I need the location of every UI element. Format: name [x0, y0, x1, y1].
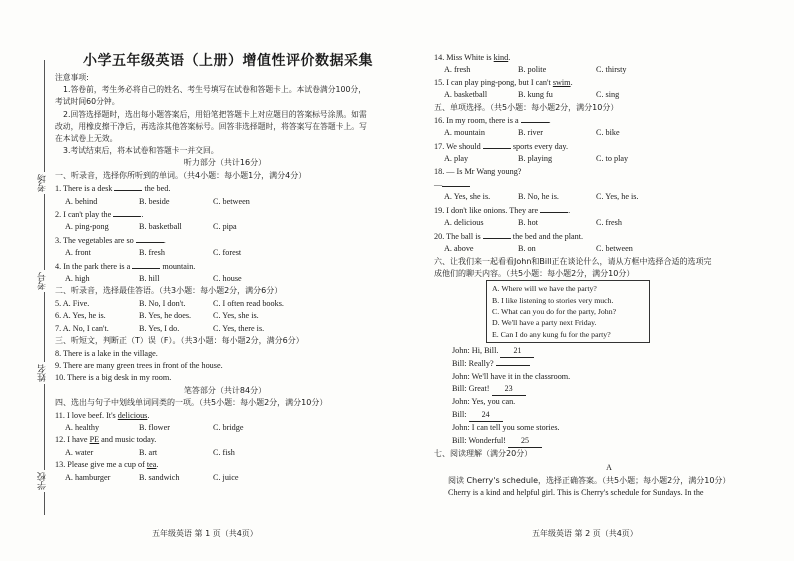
q2-option-b[interactable]: B. basketball — [139, 222, 182, 232]
q19-option-c[interactable]: C. fresh — [596, 218, 622, 228]
section-6-heading-cont: 成他们的聊天内容。（共5小题：每小题2分，满分10分） — [434, 268, 635, 278]
section-7-heading: 七、阅读理解（满分20分） — [434, 449, 533, 459]
q17-text: 17. We should — [434, 141, 483, 151]
q7-option-c[interactable]: C. Yes, there is. — [213, 323, 265, 333]
question-18-reply — [434, 178, 784, 191]
page-footer: 五年级英语 第 2 页（共4页） — [532, 529, 638, 538]
dialogue-line: John: I can tell you some stories. — [452, 423, 560, 433]
dialogue-line — [452, 345, 784, 358]
q16-option-a[interactable]: A. mountain — [444, 128, 485, 138]
q13-underlined-word: tea — [146, 460, 157, 470]
margin-label-exam-room: 考场 — [38, 174, 48, 192]
q20-after: the bed and the plant. — [510, 231, 584, 241]
dialogue-text: Bill: — [452, 409, 469, 419]
q2-text: 2. I can't play the — [55, 210, 114, 220]
answer-blank[interactable] — [113, 208, 144, 220]
q1-options — [55, 196, 395, 208]
q18-option-b[interactable]: B. No, he is. — [518, 192, 559, 202]
q1-after: the bed. — [142, 184, 171, 194]
question-14 — [434, 52, 784, 64]
section-2-heading: 二、听录音，选择最佳答语。（共3小题：每小题2分，满分6分） — [55, 286, 283, 296]
q6-option-b[interactable]: B. Yes, he does. — [139, 311, 192, 321]
q11-option-a[interactable]: A. healthy — [65, 422, 100, 432]
question-3 — [55, 234, 395, 247]
q5-options — [55, 298, 395, 310]
answer-slot-21[interactable]: 21 — [500, 345, 534, 358]
reading-a-instruction: 阅读 Cherry's schedule，选择正确答案。（共5小题；每小题2分，满分10分） — [448, 475, 731, 485]
question-16 — [434, 114, 784, 127]
dialogue — [434, 345, 784, 448]
q15-underlined-word: swim — [552, 77, 571, 87]
q5-option-a[interactable]: 5. A. Five. — [55, 298, 90, 308]
q14-options — [434, 64, 784, 76]
written-header: 笔答部分（共计84分） — [183, 385, 267, 395]
q18-option-c[interactable]: C. Yes, he is. — [596, 192, 639, 202]
q3-option-b[interactable]: B. fresh — [139, 248, 165, 258]
q3-option-c[interactable]: C. forest — [213, 248, 242, 258]
q20-option-b[interactable]: B. on — [518, 244, 536, 254]
q4-option-b[interactable]: B. hill — [139, 274, 160, 284]
q14-option-a[interactable]: A. fresh — [444, 65, 471, 75]
q18-dash: — — [434, 180, 443, 190]
page-title: 小学五年级英语（上册）增值性评价数据采集 — [83, 53, 373, 69]
margin-label-exam-number: 考号 — [38, 272, 48, 290]
section-5-heading: 五、单项选择。（共5小题：每小题2分，满分10分） — [434, 102, 619, 112]
dialogue-text: Bill: Really? — [452, 359, 494, 369]
answer-blank[interactable] — [442, 178, 470, 187]
q15-post: . — [570, 77, 573, 87]
q13-post: . — [156, 460, 159, 470]
q1-option-a[interactable]: A. behind — [65, 196, 98, 206]
q16-option-b[interactable]: B. river — [518, 128, 544, 138]
dialogue-line — [452, 435, 784, 448]
q2-option-a[interactable]: A. ping-pong — [65, 222, 109, 232]
q12-option-c[interactable]: C. fish — [213, 447, 235, 457]
section-3-heading: 三、听短文，判断正（T）误（F）。（共3小题：每小题2分，满分6分） — [55, 336, 304, 346]
question-9: 9. There are many green trees in front of the house. — [55, 360, 223, 370]
q4-option-a[interactable]: A. high — [65, 274, 90, 284]
q11-underlined-word: delicious — [117, 410, 148, 420]
instructions — [55, 72, 395, 157]
q12-option-a[interactable]: A. water — [65, 447, 94, 457]
question-10: 10. There is a big desk in my room. — [55, 373, 172, 383]
question-1 — [55, 182, 395, 195]
q20-options — [434, 243, 784, 255]
dialogue-text: Bill: Wonderful! — [452, 435, 509, 445]
answer-slot-23[interactable]: 23 — [492, 383, 526, 396]
right-content — [434, 52, 784, 500]
answer-blank[interactable] — [136, 234, 164, 243]
q4-option-c[interactable]: C. house — [213, 274, 242, 284]
dialogue-text: Bill: Great! — [452, 384, 492, 394]
q17-option-a[interactable]: A. play — [444, 154, 469, 164]
q6-option-a[interactable]: 6. A. Yes, he is. — [55, 311, 106, 321]
q12-post: and music today. — [99, 435, 157, 445]
q13-options — [55, 472, 395, 484]
q3-text: 3. The vegetables are so — [55, 235, 136, 245]
q18-options — [434, 191, 784, 203]
margin-label-school: 学校 — [38, 472, 48, 490]
q14-option-c[interactable]: C. thirsty — [596, 65, 627, 75]
dialogue-line: John: Yes, you can. — [452, 397, 516, 407]
q12-option-b[interactable]: B. art — [139, 447, 158, 457]
question-15 — [434, 77, 784, 89]
question-8: 8. There is a lake in the village. — [55, 348, 158, 358]
q14-underlined-word: kind — [493, 53, 509, 62]
box-option-a: A. Where will we have the party? — [492, 284, 597, 294]
dialogue-line — [452, 358, 784, 370]
q4-options — [55, 273, 395, 285]
instruction-line: 2.回答选择题时，选出每小题答案后，用铅笔把答题卡上对应题目的答案标号涂黑。如需 — [63, 109, 367, 119]
question-17 — [434, 140, 784, 153]
q12-options — [55, 447, 395, 459]
q15-pre: 15. I can play ping-pong, but I can't — [434, 77, 553, 87]
q19-text: 19. I don't like onions. They are — [434, 205, 541, 215]
question-13 — [55, 459, 395, 471]
answer-slot-22[interactable] — [496, 365, 530, 366]
q16-option-c[interactable]: C. bike — [596, 128, 620, 138]
q1-text: 1. There is a desk — [55, 184, 115, 194]
options-box — [486, 280, 650, 342]
box-option-e: E. Can I do any kung fu for the party? — [492, 329, 611, 339]
q5-option-c[interactable]: C. I often read books. — [213, 298, 284, 308]
box-option-d: D. We'll have a party next Friday. — [492, 318, 597, 328]
q1-option-b[interactable]: B. beside — [139, 196, 170, 206]
question-20 — [434, 230, 784, 243]
q13-option-c[interactable]: C. juice — [213, 472, 239, 482]
q20-option-c[interactable]: C. between — [596, 244, 633, 254]
right-page — [404, 0, 794, 561]
answer-blank[interactable] — [132, 260, 160, 269]
box-option-b: B. I like listening to stories very much. — [492, 295, 614, 305]
q5-option-b[interactable]: B. No, I don't. — [139, 298, 186, 308]
q7-option-a[interactable]: 7. A. No, I can't. — [55, 323, 109, 333]
q15-options — [434, 89, 784, 101]
section-1-heading: 一、听录音，选择你所听到的单词。（共4小题：每小题1分，满分4分） — [55, 170, 307, 180]
q20-option-a[interactable]: A. above — [444, 244, 474, 254]
q17-after: sports every day. — [510, 141, 569, 151]
q12-underlined-word: PE — [89, 435, 100, 445]
q15-option-a[interactable]: A. basketball — [444, 90, 488, 100]
q3-options — [55, 247, 395, 259]
section-4-heading: 四、选出与句子中划线单词同类的一项。（共5小题：每小题2分，满分10分） — [55, 398, 328, 408]
answer-blank[interactable] — [483, 140, 511, 149]
section-6-heading: 六、让我们来一起看看John和Bill正在谈论什么，请从方框中选择合适的选项完 — [434, 256, 712, 266]
q13-pre: 13. Please give me a cup of — [55, 460, 147, 470]
q17-option-c[interactable]: C. to play — [596, 154, 629, 164]
q2-after: . — [141, 210, 144, 220]
q7-options — [55, 323, 395, 335]
q18-option-a[interactable]: A. Yes, she is. — [444, 192, 491, 202]
page-footer: 五年级英语 第 1 页（共4页） — [152, 529, 258, 538]
q13-option-a[interactable]: A. hamburger — [65, 472, 111, 482]
answer-blank[interactable] — [483, 230, 511, 239]
q13-option-b[interactable]: B. sandwich — [139, 472, 180, 482]
q19-options — [434, 217, 784, 229]
listening-header: 听力部分（共计16分） — [183, 158, 267, 168]
q11-option-c[interactable]: C. bridge — [213, 422, 244, 432]
q11-post: . — [147, 410, 150, 420]
q16-options — [434, 127, 784, 139]
question-18: 18. — Is Mr Wang young? — [434, 166, 522, 176]
q17-options — [434, 153, 784, 165]
q19-option-b[interactable]: B. hot — [518, 218, 539, 228]
answer-blank[interactable] — [521, 114, 551, 126]
dialogue-line: John: We'll have it in the classroom. — [452, 371, 571, 381]
dialogue-line — [452, 383, 784, 396]
question-19 — [434, 204, 784, 217]
answer-slot-24[interactable]: 24 — [469, 409, 503, 422]
question-4 — [55, 260, 395, 273]
q11-option-b[interactable]: B. flower — [139, 422, 170, 432]
q14-pre: 14. Miss White is — [434, 53, 494, 62]
dialogue-line — [452, 409, 784, 422]
instruction-line: 在本试卷上无效。 — [55, 134, 118, 144]
instruction-line: 改动，用橡皮擦干净后，再选涂其他答案标号。回答非选择题时，将答案写在答题卡上。写 — [55, 121, 367, 131]
answer-blank[interactable] — [540, 204, 571, 215]
q7-option-b[interactable]: B. Yes, I do. — [139, 323, 180, 333]
q19-after: . — [568, 205, 571, 215]
instruction-line: 3.考试结束后，将本试卷和答题卡一并交回。 — [63, 146, 219, 156]
q17-option-b[interactable]: B. playing — [518, 154, 553, 164]
box-option-c: C. What can you do for the party, John? — [492, 306, 617, 316]
instructions-heading: 注意事项: — [55, 73, 89, 82]
answer-slot-25[interactable]: 25 — [508, 435, 542, 448]
reading-passage: Cherry is a kind and helpful girl. This is Cherry's schedule for Sundays. In the — [448, 488, 704, 498]
q1-option-c[interactable]: C. between — [213, 196, 250, 206]
q4-after: mountain. — [160, 261, 196, 271]
margin-label-name: 姓名 — [38, 364, 48, 382]
q12-pre: 12. I have — [55, 435, 90, 445]
question-2 — [55, 208, 395, 221]
q3-after: . — [163, 235, 166, 245]
q6-option-c[interactable]: C. Yes, she is. — [213, 311, 259, 321]
q14-option-b[interactable]: B. polite — [518, 65, 547, 75]
q14-post: . — [508, 53, 511, 62]
q19-option-a[interactable]: A. delicious — [444, 218, 484, 228]
binding-margin — [0, 0, 50, 561]
q2-option-c[interactable]: C. pipa — [213, 222, 237, 232]
question-12 — [55, 434, 395, 446]
q11-pre: 11. I love beef. It's — [55, 410, 118, 420]
part-a-label: A — [606, 463, 612, 473]
question-11 — [55, 410, 395, 422]
q16-text: 16. In my room, there is a — [434, 116, 521, 126]
q6-options — [55, 310, 395, 322]
instruction-line: 考试时间60分钟。 — [55, 97, 120, 107]
q15-option-b[interactable]: B. kung fu — [518, 90, 553, 100]
q16-after: . — [548, 116, 551, 126]
q20-text: 20. The ball is — [434, 231, 483, 241]
answer-blank[interactable] — [114, 182, 142, 191]
q11-options — [55, 422, 395, 434]
q3-option-a[interactable]: A. front — [65, 248, 91, 258]
instruction-line: 1.答卷前，考生务必将自己的姓名、考生号填写在试卷和答题卡上。本试卷满分100分， — [63, 85, 367, 95]
q15-option-c[interactable]: C. sing — [596, 90, 620, 100]
q4-text: 4. In the park there is a — [55, 261, 133, 271]
q2-options — [55, 221, 395, 233]
dialogue-text: John: Hi, Bill. — [452, 345, 501, 355]
left-content — [55, 72, 395, 484]
